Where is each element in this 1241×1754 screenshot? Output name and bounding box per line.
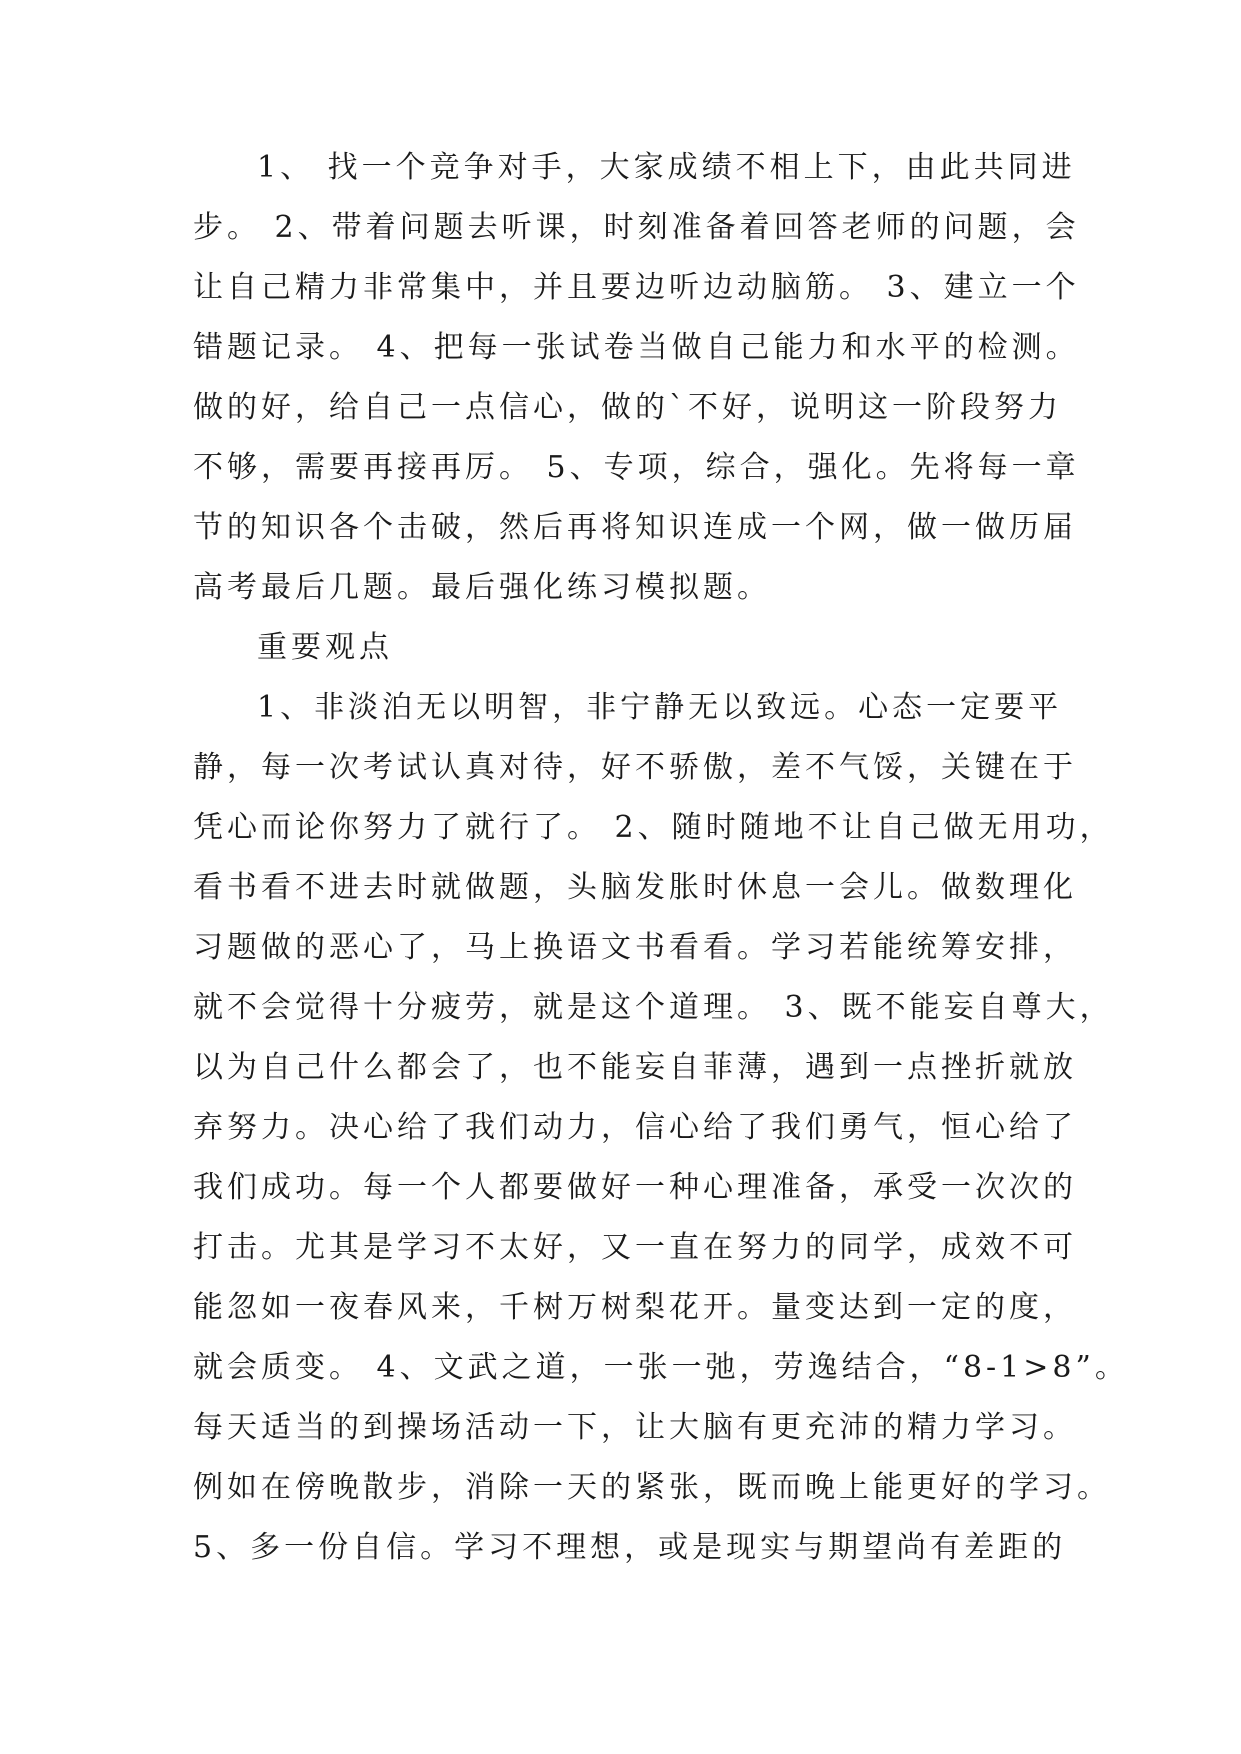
paragraph-2-line: 5、多一份自信。学习不理想，或是现实与期望尚有差距的 [193, 1530, 1067, 1565]
paragraph-2-line: 凭心而论你努力了就行了。 2、随时随地不让自己做无用功， [193, 810, 1114, 845]
paragraph-2-line: 每天适当的到操场活动一下，让大脑有更充沛的精力学习。 [193, 1410, 1077, 1445]
paragraph-1-line: 错题记录。 4、把每一张试卷当做自己能力和水平的检测。 [193, 330, 1080, 365]
paragraph-2-line: 弃努力。决心给了我们动力，信心给了我们勇气，恒心给了 [193, 1110, 1077, 1145]
paragraph-1-line: 不够，需要再接再厉。 5、专项，综合，强化。先将每一章 [193, 450, 1080, 485]
paragraph-1-line: 做的好，给自己一点信心，做的`不好，说明这一阶段努力 [193, 390, 1062, 425]
paragraph-2-line: 看书看不进去时就做题，头脑发胀时休息一会儿。做数理化 [193, 870, 1077, 905]
paragraph-2-line: 以为自己什么都会了，也不能妄自菲薄，遇到一点挫折就放 [193, 1050, 1077, 1085]
paragraph-1-line: 节的知识各个击破，然后再将知识连成一个网，做一做历届 [193, 510, 1077, 545]
paragraph-2-line: 例如在傍晚散步，消除一天的紧张，既而晚上能更好的学习。 [193, 1470, 1111, 1505]
paragraph-2-line: 就会质变。 4、文武之道，一张一弛，劳逸结合，“8-1>8”。 [193, 1350, 1129, 1385]
paragraph-1-line: 步。 2、带着问题去听课，时刻准备着回答老师的问题，会 [193, 210, 1080, 245]
paragraph-2-line: 就不会觉得十分疲劳，就是这个道理。 3、既不能妄自尊大， [193, 990, 1114, 1025]
section-heading: 重要观点 [257, 630, 393, 665]
paragraph-2-line: 习题做的恶心了，马上换语文书看看。学习若能统筹安排， [193, 930, 1077, 965]
paragraph-2-line: 1、非淡泊无以明智，非宁静无以致远。心态一定要平 [257, 690, 1063, 725]
document-body [193, 138, 1129, 1578]
paragraph-1-line: 高考最后几题。最后强化练习模拟题。 [193, 570, 771, 605]
paragraph-2-line: 能忽如一夜春风来，千树万树梨花开。量变达到一定的度， [193, 1290, 1077, 1325]
paragraph-2-line: 打击。尤其是学习不太好，又一直在努力的同学，成效不可 [193, 1230, 1077, 1265]
paragraph-2-line: 我们成功。每一个人都要做好一种心理准备，承受一次次的 [193, 1170, 1077, 1205]
paragraph-1-line: 让自己精力非常集中，并且要边听边动脑筋。 3、建立一个 [193, 270, 1080, 305]
paragraph-1-line: 1、 找一个竞争对手，大家成绩不相上下，由此共同进 [257, 150, 1076, 185]
paragraph-2-line: 静，每一次考试认真对待，好不骄傲，差不气馁，关键在于 [193, 750, 1077, 785]
